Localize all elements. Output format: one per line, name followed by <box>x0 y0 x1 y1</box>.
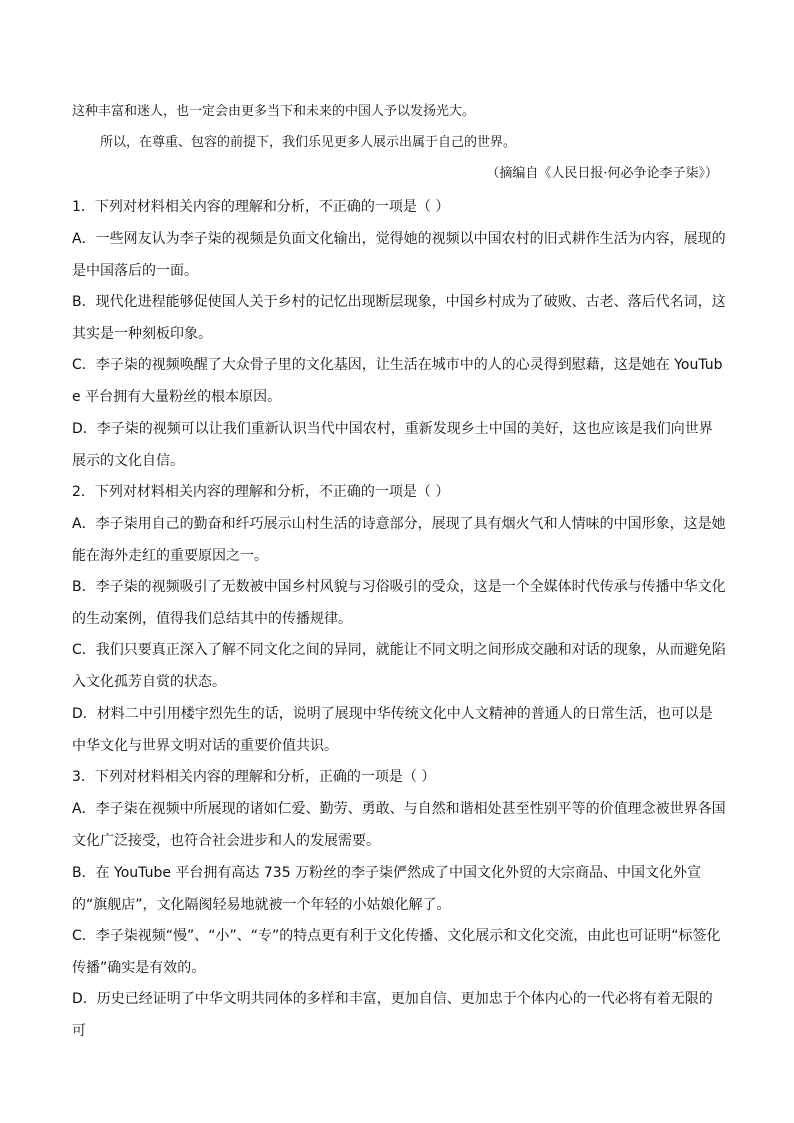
question-2-option-b: B．李子柒的视频吸引了无数被中国乡村风貌与习俗吸引的受众，这是一个全媒体时代传承与传播中华文化的生动案例，值得我们总结其中的传播规律。 <box>72 579 726 627</box>
question-1-stem: 1．下列对材料相关内容的理解和分析，不正确的一项是（ ） <box>72 199 450 215</box>
question-2-stem: 2．下列对材料相关内容的理解和分析，不正确的一项是（ ） <box>72 484 450 500</box>
passage-line-1: 这种丰富和迷人，也一定会由更多当下和未来的中国人予以发扬光大。 <box>72 104 476 119</box>
question-3-option-d: D．历史已经证明了中华文明共同体的多样和丰富，更加自信、更加忠于个体内心的一代必将有着无限的可 <box>72 991 713 1039</box>
question-1-option-b: B．现代化进程能够促使国人关于乡村的记忆出现断层现象，中国乡村成为了破败、古老、落后代名词，这其实是一种刻板印象。 <box>72 294 726 342</box>
passage-line-2: 所以，在尊重、包容的前提下，我们乐见更多人展示出属于自己的世界。 <box>100 135 517 150</box>
question-1-option-c: C．李子柒的视频唤醒了大众骨子里的文化基因，让生活在城市中的人的心灵得到慰藉，这是她在 YouTube 平台拥有大量粉丝的根本原因。 <box>72 357 723 405</box>
question-3-stem: 3．下列对材料相关内容的理解和分析，正确的一项是（ ） <box>72 769 436 785</box>
question-3-option-a: A．李子柒在视频中所展现的诸如仁爱、勤劳、勇敢、与自然和谐相处甚至性别平等的价值理念被世界各国文化广泛接受，也符合社会进步和人的发展需要。 <box>72 801 726 849</box>
question-1-option-d: D．李子柒的视频可以让我们重新认识当代中国农村，重新发现乡土中国的美好，这也应该是我们向世界展示的文化自信。 <box>72 421 713 469</box>
question-1-option-a: A．一些网友认为李子柒的视频是负面文化输出，觉得她的视频以中国农村的旧式耕作生活为内容，展现的是中国落后的一面。 <box>72 231 726 279</box>
question-3-option-c: C．李子柒视频“慢”、“小”、“专”的特点更有利于文化传播、文化展示和文化交流，由此也可证明“标签化传播”确实是有效的。 <box>72 928 721 976</box>
question-2-option-a: A．李子柒用自己的勤奋和纤巧展示山村生活的诗意部分，展现了具有烟火气和人情味的中国形象，这是她能在海外走红的重要原因之一。 <box>72 516 726 564</box>
question-3-option-b: B．在 YouTube 平台拥有高达 735 万粉丝的李子柒俨然成了中国文化外贸的大宗商品、中国文化外宣的“旗舰店”，文化隔阂轻易地就被一个年轻的小姑娘化解了。 <box>72 865 702 913</box>
passage-source: （摘编自《人民日报·何必争论李子柒》） <box>486 166 718 181</box>
question-2-option-d: D．材料二中引用楼宇烈先生的话，说明了展现中华传统文化中人文精神的普通人的日常生活，也可以是中华文化与世界文明对话的重要价值共识。 <box>72 706 713 754</box>
question-2-option-c: C．我们只要真正深入了解不同文化之间的异同，就能让不同文明之间形成交融和对话的现象，从而避免陷入文化孤芳自赏的状态。 <box>72 642 726 690</box>
